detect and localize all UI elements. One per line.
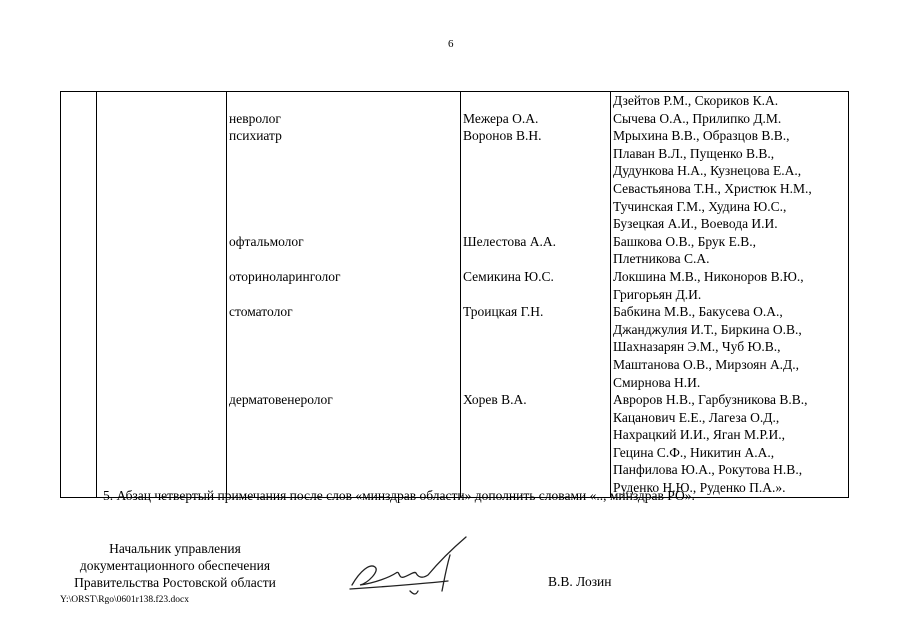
member-line: Шахназарян Э.М., Чуб Ю.В., [613, 339, 781, 355]
member-line: Кацанович Е.Е., Лагеза О.Д., [613, 409, 780, 425]
signer-name: В.В. Лозин [548, 574, 612, 589]
specialty-line [229, 215, 460, 233]
specialty-line [229, 409, 460, 427]
head-line: Семикина Ю.С. [463, 268, 554, 284]
member-line: Тучинская Г.М., Худина Ю.С., [613, 198, 787, 214]
head-line [463, 92, 610, 110]
member-line: Смирнова Н.И. [613, 374, 701, 390]
specialty-line [229, 180, 460, 198]
specialty-line: дерматовенеролог [229, 392, 333, 408]
head-line [463, 374, 610, 392]
head-line: Воронов В.Н. [463, 128, 542, 144]
specialty-line [229, 356, 460, 374]
member-line: Плетникова С.А. [613, 251, 710, 267]
head-line [463, 444, 610, 462]
number-cell [61, 92, 97, 498]
specialty-line [229, 250, 460, 268]
member-line: Башкова О.В., Брук Е.В., [613, 233, 756, 249]
head-line [463, 356, 610, 374]
specialty-line [229, 444, 460, 462]
head-line: Хорев В.А. [463, 392, 527, 408]
specialty-line: психиатр [229, 128, 282, 144]
head-line [463, 162, 610, 180]
member-line: Дудункова Н.А., Кузнецова Е.А., [613, 163, 802, 179]
signatory-title-line: документационного обеспечения [79, 558, 271, 573]
specialty-line [229, 374, 460, 392]
specialty-line: оториноларинголог [229, 268, 341, 284]
specialty-line [229, 145, 460, 163]
head-line [463, 145, 610, 163]
organization-cell [97, 92, 227, 498]
member-line: Гецина С.Ф., Никитин А.А., [613, 444, 775, 460]
specialty-line: невролог [229, 110, 281, 126]
member-line: Нахрацкий И.И., Яган М.Р.И., [613, 427, 786, 443]
commission-table [60, 91, 849, 498]
signatory-title [60, 540, 290, 591]
members-list [611, 92, 848, 497]
head-line [463, 426, 610, 444]
member-line: Панфилова Ю.А., Рокутова Н.В., [613, 462, 803, 478]
member-line: Сычева О.А., Прилипко Д.М. [613, 110, 782, 126]
specialty-line [229, 162, 460, 180]
member-line: Бабкина М.В., Бакусева О.А., [613, 304, 783, 320]
specialty-line: офтальмолог [229, 233, 304, 249]
head-cell [461, 92, 611, 498]
head-line [463, 198, 610, 216]
member-line: Севастьянова Т.Н., Христюк Н.М., [613, 180, 812, 196]
specialty-line [229, 198, 460, 216]
signatory-title-line: Начальник управления [109, 541, 241, 556]
amendment-note: 5. Абзац четвертый примечания после слов «минздрав области» дополнить словами «.., минздрав РО». [103, 488, 695, 503]
member-line: Дзейтов Р.М., Скориков К.А. [613, 93, 779, 108]
member-line: Плаван В.Л., Пущенко В.В., [613, 145, 775, 161]
head-line [463, 461, 610, 479]
table-row [61, 92, 849, 498]
head-line [463, 321, 610, 339]
specialty-cell [227, 92, 461, 498]
head-line: Троицкая Г.Н. [463, 304, 544, 320]
head-line [463, 286, 610, 304]
head-line: Межера О.А. [463, 110, 539, 126]
member-line: Григорьян Д.И. [613, 286, 702, 302]
member-line: Руденко Н.Ю., Руденко П.А.». [613, 480, 786, 496]
member-line: Мрыхина В.В., Образцов В.В., [613, 128, 790, 144]
member-line: Локшина М.В., Никоноров В.Ю., [613, 268, 804, 284]
head-line [463, 409, 610, 427]
handwritten-signature [330, 533, 480, 603]
member-line: Бузецкая А.И., Воевода И.И. [613, 216, 778, 232]
specialty-line [229, 338, 460, 356]
head-line [463, 338, 610, 356]
specialty-line: стоматолог [229, 304, 293, 320]
specialty-line [229, 92, 460, 110]
members-cell [611, 92, 849, 498]
head-line [463, 180, 610, 198]
signatory-title-line: Правительства Ростовской области [74, 575, 276, 590]
specialty-line [229, 286, 460, 304]
specialty-line [229, 426, 460, 444]
member-line: Авроров Н.В., Гарбузникова В.В., [613, 392, 808, 408]
head-line: Шелестова А.А. [463, 233, 556, 249]
member-line: Маштанова О.В., Мирзоян А.Д., [613, 356, 800, 372]
file-path: Y:\ORST\Rgo\0601r138.f23.docx [60, 595, 189, 605]
head-line [463, 215, 610, 233]
head-line [463, 250, 610, 268]
head-list [461, 92, 610, 497]
specialty-list [227, 92, 460, 497]
specialty-line [229, 461, 460, 479]
specialty-line [229, 321, 460, 339]
member-line: Джанджулия И.Т., Биркина О.В., [613, 321, 802, 337]
page-number: 6 [448, 38, 454, 50]
